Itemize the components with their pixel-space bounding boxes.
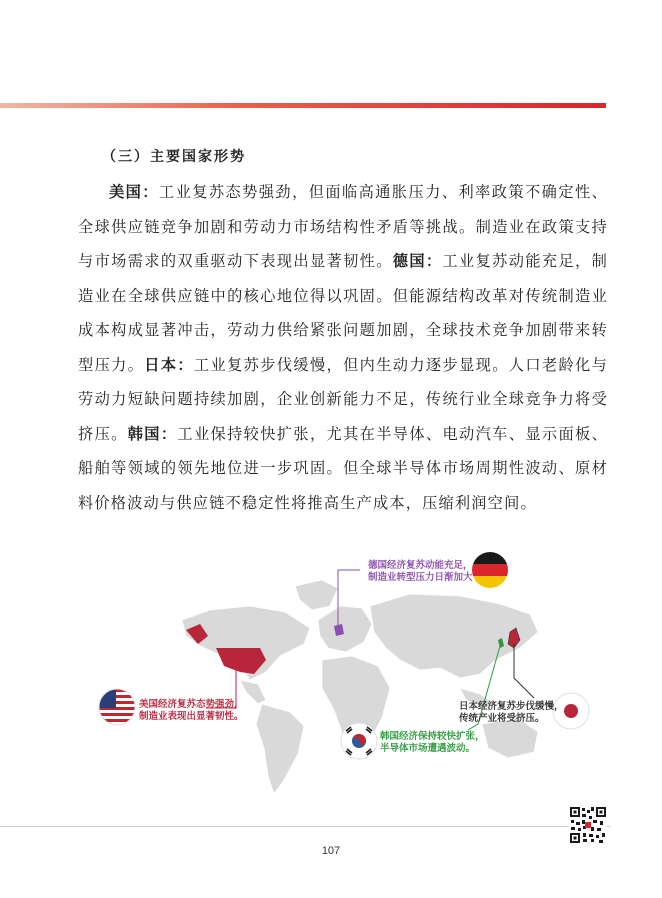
germany-flag-icon xyxy=(471,551,509,589)
section-title: （三）主要国家形势 xyxy=(102,149,246,165)
page-number: 107 xyxy=(321,845,341,857)
jp-callout: 日本经济复苏步伐缓慢， 传统产业将受挤压。 xyxy=(459,701,564,724)
jp-leader-line xyxy=(514,644,534,698)
footer-divider xyxy=(0,826,610,827)
jp-text: 工业复苏步伐缓慢，但内生动力逐步显现。人口老龄化与劳动力短缺问题持续加剧，企业创新能力不足，传统行业全球竞争力将受挤压。 xyxy=(78,355,608,443)
us-flag-icon xyxy=(98,688,136,726)
us-text: 工业复苏态势强劲，但面临高通胀压力、利率政策不确定性、全球供应链竞争加剧和劳动力市场结构性矛盾等挑战。制造业在政策支持与市场需求的双重驱动下表现出显著韧性。 xyxy=(78,183,608,270)
us-callout: 美国经济复苏态势强劲， 制造业表现出显著韧性。 xyxy=(139,699,244,722)
kr-text: 工业保持较快扩张，尤其在半导体、电动汽车、显示面板、船舶等领域的领先地位进一步巩固。但全球半导体市场周期性波动、原材料价格波动与供应链不稳定性将推高生产成本，压缩利润空间。 xyxy=(78,424,608,512)
world-map-figure xyxy=(90,548,610,798)
jp-label: 日本： xyxy=(144,355,194,374)
de-callout: 德国经济复苏动能充足， 制造业转型压力日渐加大 xyxy=(368,560,473,583)
de-text: 工业复苏动能充足，制造业在全球供应链中的核心地位得以巩固。但能源结构改革对传统制造业成本构成显著冲击，劳动力供给紧张问题加剧，全球技术竞争加剧带来转型压力。 xyxy=(78,252,608,374)
kr-label: 韩国： xyxy=(127,424,178,443)
header-accent-bar xyxy=(0,103,606,108)
qr-code-icon[interactable] xyxy=(569,806,607,844)
korea-flag-icon xyxy=(340,722,378,760)
us-label: 美国： xyxy=(109,183,159,201)
de-label: 德国： xyxy=(392,252,443,270)
main-paragraph xyxy=(78,175,608,520)
world-map-land xyxy=(182,580,538,794)
kr-callout: 韩国经济保持较快扩张， 半导体市场遭遇波动。 xyxy=(380,731,485,754)
